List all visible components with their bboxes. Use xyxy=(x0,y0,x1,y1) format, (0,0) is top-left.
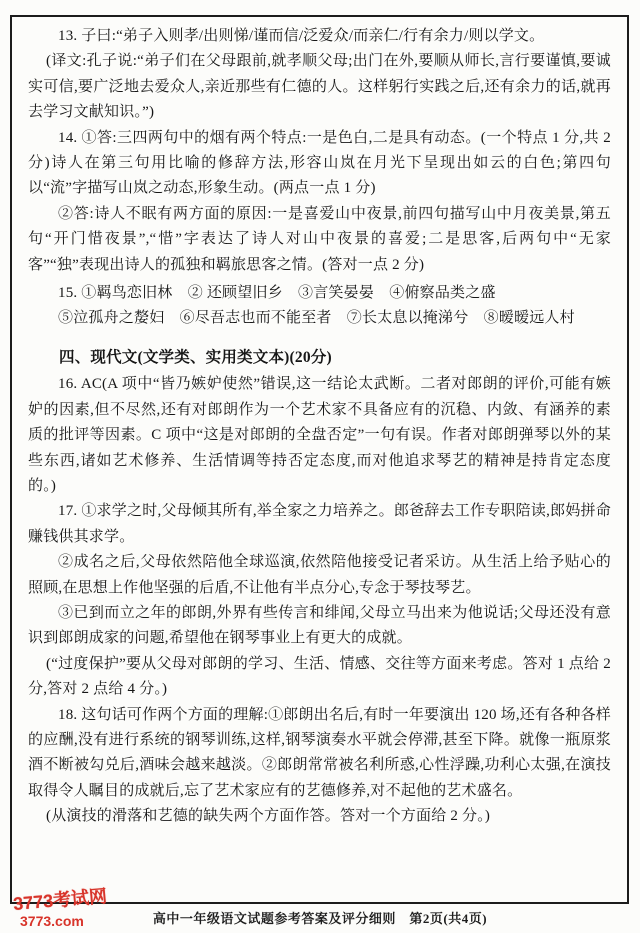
answer-15-line1: 15. ①羁鸟恋旧林 ② 还顾望旧乡 ③言笑晏晏 ④俯察品类之盛 xyxy=(58,285,496,302)
translation-13: (译文:孔子说:“弟子们在父母跟前,就孝顺父母;出门在外,要顺从师长,言行要谨慎,要诚实可信,要广泛地去爱众人,亲近那些有仁德的人。这样躬行实践之后,还有余力的话,就再去学习文献知识。”) xyxy=(28,53,611,121)
answer-16: 16. AC(A 项中“皆乃嫉妒使然”错误,这一结论太武断。二者对郎朗的评价,可能有嫉妒的因素,但不尽然,还有对郎朗作为一个艺术家不具备应有的沉稳、内敛、有涵养的素质的批评等因素。C 项中“这是对郎朗的全盘否定”一句有误。作者对郎朗弹琴以外的某些东西,诸如艺术修养、生活情调等持否定态度,而对他追求琴艺的精神是持肯定态度的。) xyxy=(28,376,611,494)
answer-17-2: ②成名之后,父母依然陪他全球巡演,依然陪他接受记者采访。从生活上给予贴心的照顾,在思想上作他坚强的后盾,不让他有半点分心,专念于琴技琴艺。 xyxy=(28,554,611,596)
page-footer-caption: 高中一年级语文试题参考答案及评分细则 第2页(共4页) xyxy=(152,911,488,926)
section-heading: 四、现代文(文学类、实用类文本)(20分) xyxy=(59,348,332,366)
answer-18: 18. 这句话可作两个方面的理解:①郎朗出名后,有时一年要演出 120 场,还有各种各样的应酬,没有进行系统的钢琴训练,这样,钢琴演奏水平就会停滞,甚至下降。就像一瓶原浆酒不断被勾兑后,酒味会越来越淡。②郎朗常常被名利所惑,心性浮躁,功利心太强,在演技取得令人瞩目的成就后,忘了艺术家应有的艺德修养,对不起他的艺术盛名。 xyxy=(28,706,611,799)
answer-14-2: ②答:诗人不眠有两方面的原因:一是喜爱山中夜景,前四句描写山中月夜美景,第五句“开门惜夜景”,“惜”字表达了诗人对山中夜景的喜爱;二是思客,后两句中“无家客”“独”表现出诗人的孤独和羁旅思客之情。(答对一点 2 分) xyxy=(28,205,611,273)
answer-13: 13. 子曰:“弟子入则孝/出则悌/谨而信/泛爱众/而亲仁/行有余力/则以学文。 xyxy=(58,28,545,44)
site-watermark-url: 3773.com xyxy=(20,913,84,929)
site-watermark-logo: 3773考试网 xyxy=(12,885,108,915)
answer-15-line2: ⑤泣孤舟之嫠妇 ⑥尽吾志也而不能至者 ⑦长太息以掩涕兮 ⑧暧暧远人村 xyxy=(58,310,575,327)
answer-17-note: (“过度保护”要从父母对郎朗的学习、生活、情感、交往等方面来考虑。答对 1 点给 2 分,答对 2 点给 4 分。) xyxy=(28,655,611,698)
answer-14-1: 14. ①答:三四两句中的烟有两个特点:一是色白,二是具有动态。(一个特点 1 分,共 2 分)诗人在第三句用比喻的修辞方法,形容山岚在月光下呈现出如云的白色;第四句以“流”字描写山岚之动态,形象生动。(两点一点 1 分) xyxy=(28,129,611,197)
page-footer xyxy=(0,908,640,928)
answer-17-1: 17. ①求学之时,父母倾其所有,举全家之力培养之。郎爸辞去工作专职陪读,郎妈拼命赚钱供其求学。 xyxy=(28,503,611,545)
answer-18-note: (从演技的滑落和艺德的缺失两个方面作答。答对一个方面给 2 分。) xyxy=(46,808,491,825)
page-border xyxy=(10,15,629,904)
answer-17-3: ③已到而立之年的郎朗,外界有些传言和绯闻,父母立马出来为他说话;父母还没有意识到郎朗成家的问题,希望他在钢琴事业上有更大的成就。 xyxy=(28,604,611,647)
